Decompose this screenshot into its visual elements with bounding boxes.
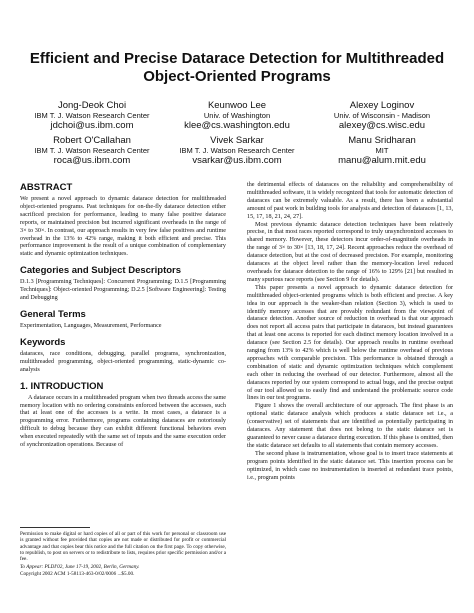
author-6 xyxy=(310,135,454,166)
body-paragraph-1: the detrimental effects of dataraces on the reliability and comprehensibility of multithreaded software, it is widely recognized that tools for automatic detection of dataraces can be extremely valuable. As a result, there has been a substantial amount of past work in building tools for analysis and detection of dataraces [1, 13, 15, 17, 18, 21, 24, 27]. xyxy=(247,182,453,220)
copyright-text: Copyright 2002 ACM 1-58113-463-0/02/0006 ...$5.00. xyxy=(20,570,135,577)
general-terms-heading: General Terms xyxy=(20,308,86,320)
keywords-text: dataraces, race conditions, debugging, parallel programs, synchronization, multithreaded programming, object-oriented programming, static-dynamic co-analysis xyxy=(20,350,226,373)
author-name: Jong-Deok Choi xyxy=(57,100,127,111)
author-affiliation: IBM T. J. Watson Research Center xyxy=(34,146,150,155)
author-affiliation: MIT xyxy=(375,146,389,155)
introduction-text: A datarace occurs in a multithreaded program when two threads access the same memory location with no ordering constraints enforced between the accesses, such that at least one of the accesses is a write. In most cases, a datarace is a programming error. Furthermore, programs containing dataraces are notoriously difficult to debug because they can exhibit different functional behaviors even when executed repeatedly with the same set of inputs and the same execution order of synchronization operations. Because of xyxy=(20,394,226,449)
author-email: roca@us.ibm.com xyxy=(53,155,131,166)
author-email: jdchoi@us.ibm.com xyxy=(50,120,134,131)
author-2 xyxy=(165,100,309,131)
title-line-2: Object-Oriented Programs xyxy=(143,68,331,85)
author-name: Alexey Loginov xyxy=(349,100,415,111)
abstract-heading: ABSTRACT xyxy=(20,182,73,193)
author-row-1 xyxy=(20,100,454,131)
general-terms-text: Experimentation, Languages, Measurement, Performance xyxy=(20,322,162,329)
author-email: klee@cs.washington.edu xyxy=(184,120,290,131)
permission-text: Permission to make digital or hard copies of all or part of this work for personal or classroom use is granted without fee provided that copies are not made or distributed for profit or commercial advantage and that copies bear this notice and the full citation on the first page. To copy otherwise, to republish, to post on servers or to redistribute to lists, requires prior specific permission and/or a fee. xyxy=(20,531,226,563)
author-3 xyxy=(310,100,454,131)
permission-footnote xyxy=(20,531,226,577)
body-paragraph-2: Most previous dynamic datarace detection techniques have been relatively precise, in that most races reported correspond to truly unsynchronized accesses to shared memory. However, these detectors incur order-of-magnitude overheads in the range of 3× to 30× [13, 18, 17, 24]. Recent approaches reduce the overhead of datarace detection, but at the cost of decreased precision. For example, monitoring dataraces at the object level rather than the memory-location level reduced overheads for datarace detection to the range of 16% to 129% [21] but resulted in many spurious race reports (see Section 9 for details). xyxy=(247,221,453,283)
author-email: vsarkar@us.ibm.com xyxy=(192,155,282,166)
to-appear-text: To Appear: PLDI'02, June 17-19, 2002, Berlin, Germany. xyxy=(20,564,140,571)
author-affiliation: IBM T. J. Watson Research Center xyxy=(179,146,295,155)
author-name: Keunwoo Lee xyxy=(207,100,267,111)
abstract-text: We present a novel approach to dynamic datarace detection for multithreaded object-oriented programs. Past techniques for on-the-fly datarace detection either sacrificed precision for performance, leading to many false positive datarace reports, or maintained precision but incurred significant overheads in the range of 3× to 30×. In contrast, our approach results in very few false positives and runtime overhead in the 13% to 42% range, making it both efficient and precise. This performance improvement is the result of a unique combination of complementary static and dynamic optimization techniques. xyxy=(20,196,226,258)
categories-text: D.1.3 [Programming Techniques]: Concurrent Programming; D.1.5 [Programming Techniques]: Object-oriented Programming; D.2.5 [Software Engineering]: Testing and Debugging xyxy=(20,279,226,302)
body-paragraph-5: The second phase is instrumentation, whose goal is to insert trace statements at program points identified in the static datarace set. This insertion process can be optimized, in which case no instrumentation is inserted at redundant trace points, i.e., program points xyxy=(247,450,453,481)
author-affiliation: Univ. of Wisconsin - Madison xyxy=(333,111,431,120)
body-paragraph-3: This paper presents a novel approach to dynamic datarace detection for multithreaded object-oriented programs which is both efficient and precise. A key idea in our approach is the weaker-than relation (Section 3), which is used to identify memory accesses that are provably redundant from the viewpoint of datarace detection. Another source of reduction in overhead is that our approach does not report all access pairs that participate in dataraces, but instead guarantees that at least one access is reported for each distinct memory location involved in a datarace (see Section 2.5 for details). Our approach results in runtime overhead ranging from 13% to 42% which is well below the runtime overhead of previous approaches with comparable precision. This performance is obtained through a combination of static and dynamic optimization techniques which complement each other in reducing the overhead of our detector. Furthermore, almost all the dataraces reported by our system correspond to actual bugs, and the precise output of our tool allowed us to easily find and understand the problematic source code lines in our test programs. xyxy=(247,284,453,402)
keywords-heading: Keywords xyxy=(20,336,66,348)
author-row-2 xyxy=(20,135,454,166)
author-1 xyxy=(20,100,164,131)
body-paragraph-4: Figure 1 shows the overall architecture of our approach. The first phase is an optional static datarace analysis which produces a static datarace set i.e., a (conservative) set of statements that are identified as potentially participating in dataraces. Any statement that does not belong to the static datarace set is guaranteed to never cause a datarace during execution. If this phase is omitted, then the static datarace set defaults to all statements that contain memory accesses. xyxy=(247,403,453,449)
author-4 xyxy=(20,135,164,166)
categories-heading: Categories and Subject Descriptors xyxy=(20,265,182,277)
footnote-rule xyxy=(20,527,90,528)
author-name: Robert O'Callahan xyxy=(53,135,131,146)
title-line-1: Efficient and Precise Datarace Detection for Multithreaded xyxy=(29,50,445,67)
author-email: alexey@cs.wisc.edu xyxy=(338,120,426,131)
author-block xyxy=(20,100,454,170)
author-affiliation: IBM T. J. Watson Research Center xyxy=(34,111,150,120)
left-column xyxy=(20,182,226,450)
introduction-heading: 1. INTRODUCTION xyxy=(20,380,104,392)
author-email: manu@alum.mit.edu xyxy=(338,155,426,166)
right-column xyxy=(247,182,453,482)
author-affiliation: Univ. of Washington xyxy=(203,111,271,120)
author-5 xyxy=(165,135,309,166)
author-name: Manu Sridharan xyxy=(348,135,416,146)
author-name: Vivek Sarkar xyxy=(210,135,264,146)
paper-title xyxy=(20,50,454,86)
